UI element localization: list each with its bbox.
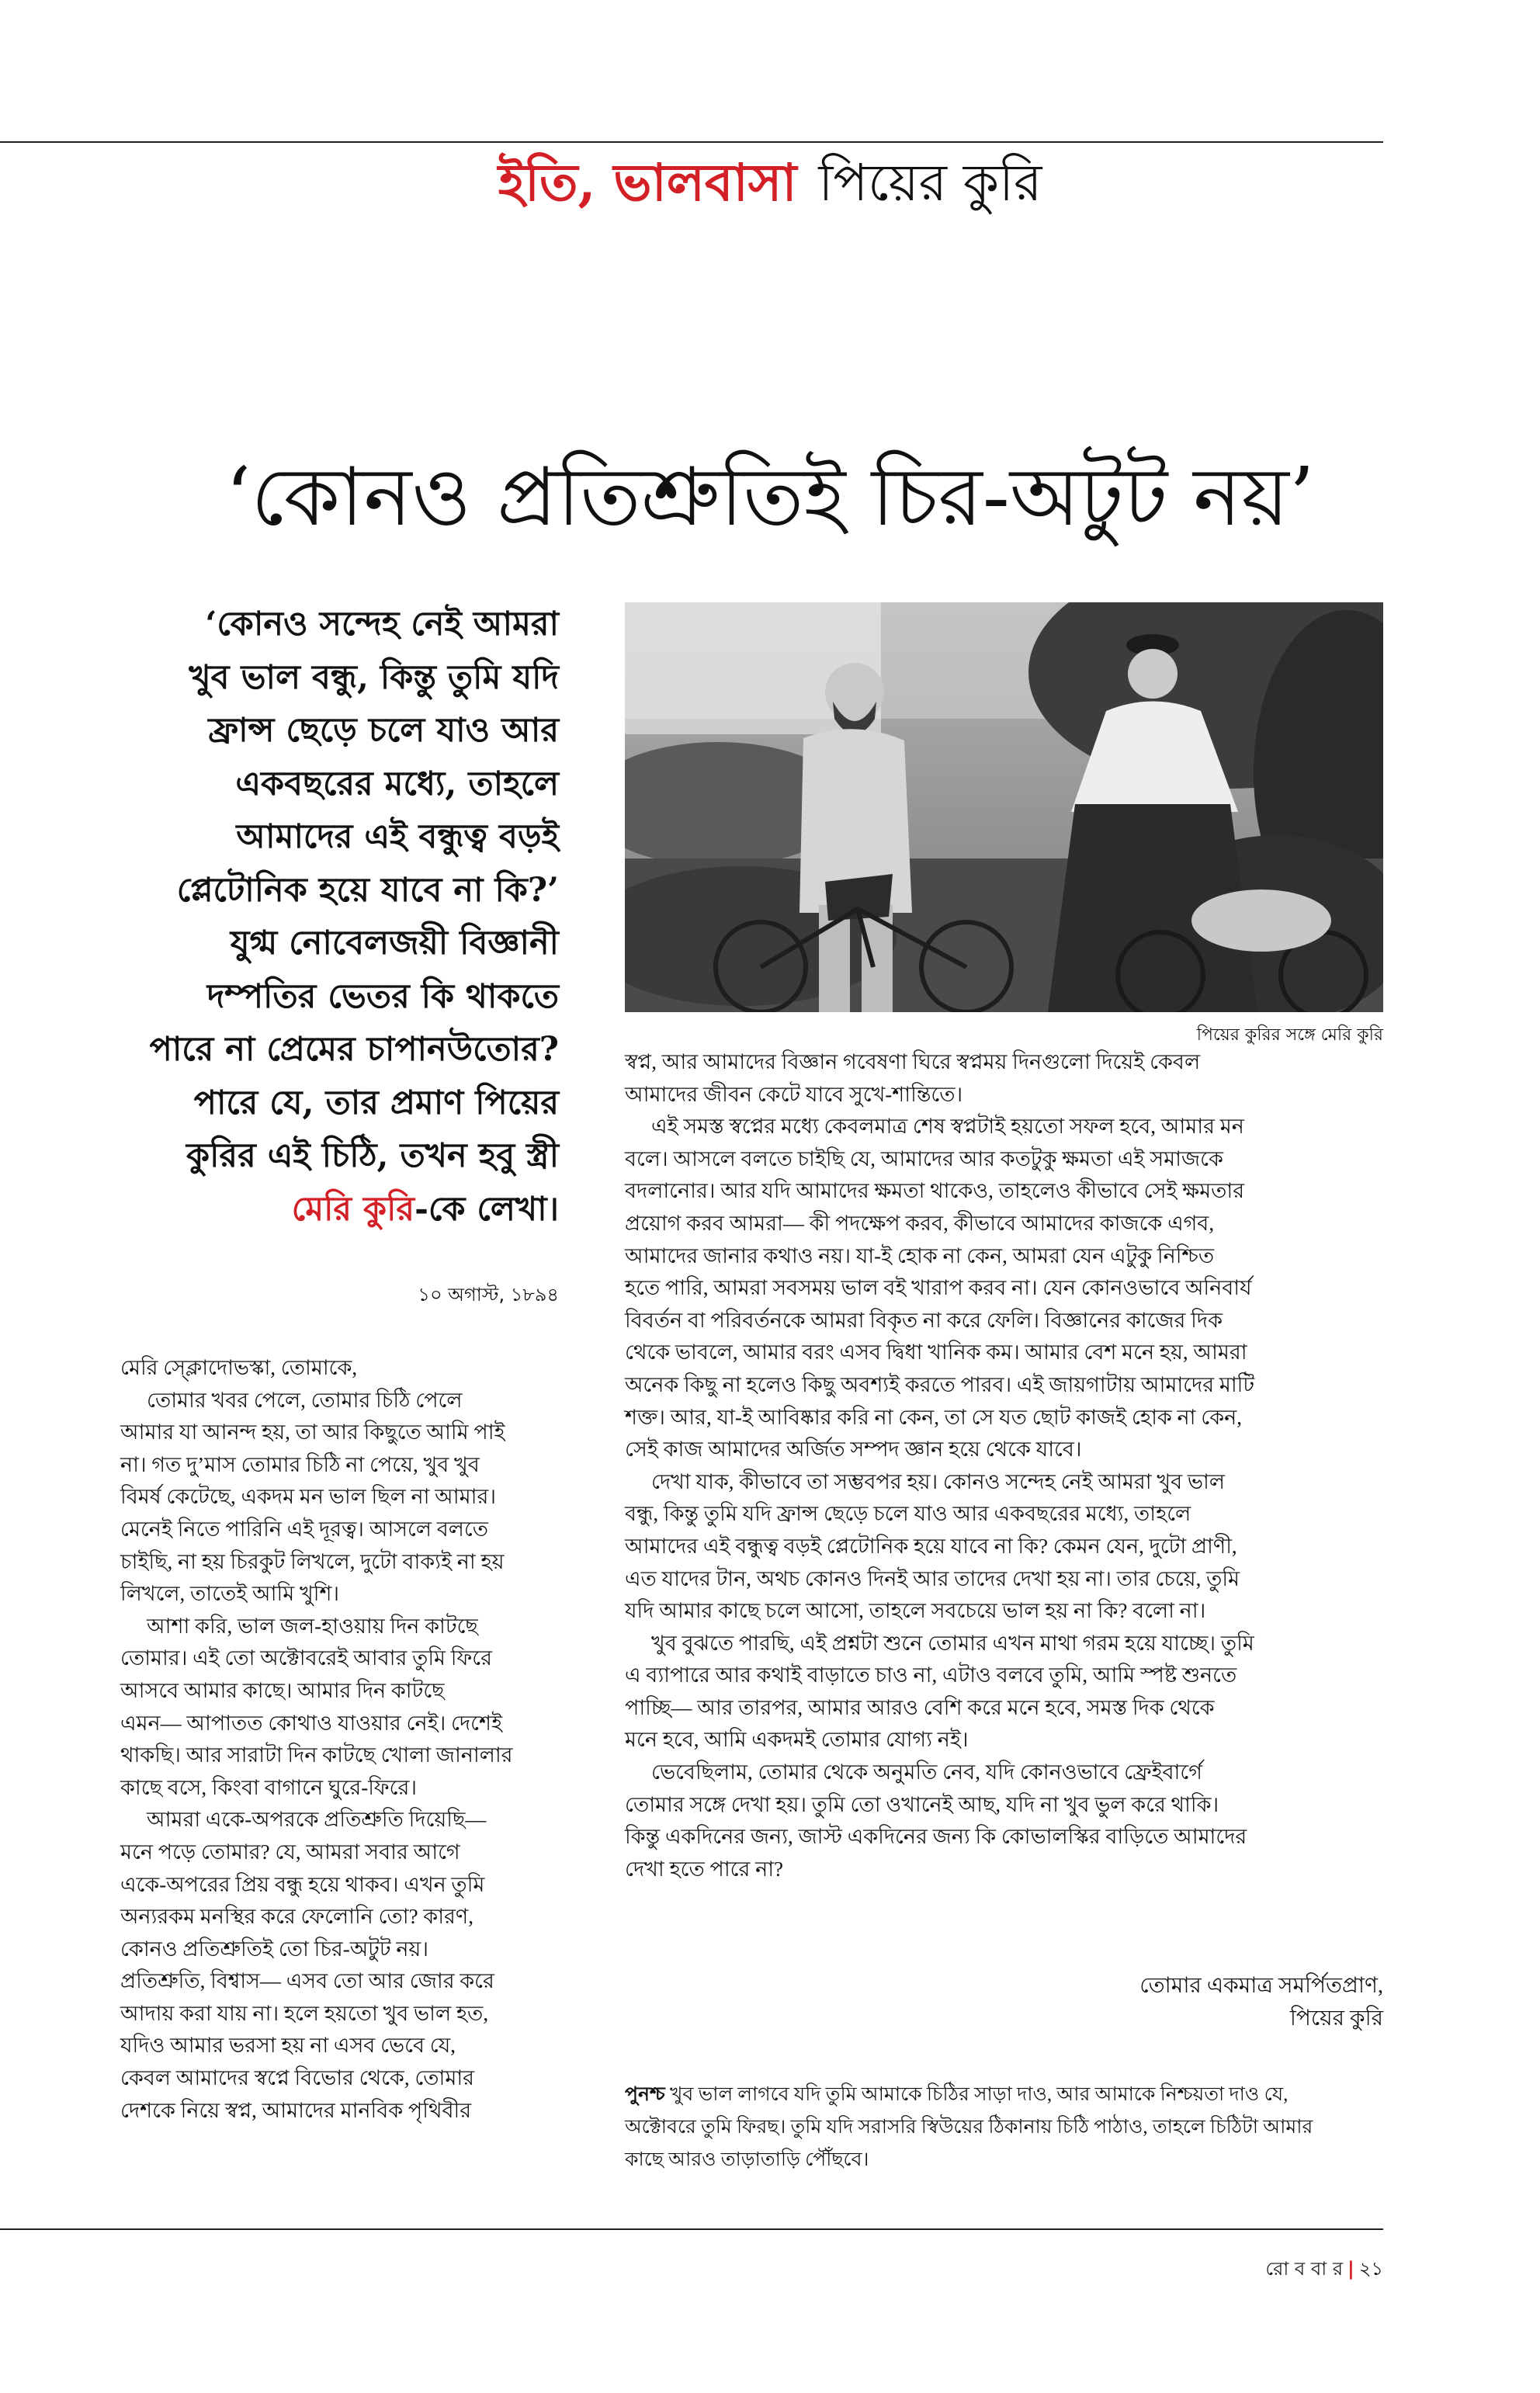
text-line: আমার যা আনন্দ হয়, তা আর কিছুতে আমি পাই bbox=[120, 1420, 505, 1444]
postscript-line: কাছে আরও তাড়াতাড়ি পৌঁছবে। bbox=[625, 2149, 869, 2170]
postscript bbox=[625, 2079, 1386, 2176]
text-line: মেনেই নিতে পারিনি এই দূরত্ব। আসলে বলতে bbox=[120, 1517, 489, 1541]
text-line: আমাদের জানার কথাও নয়। যা-ই হোক না কেন, আমরা যেন এটুকু নিশ্চিত bbox=[625, 1243, 1215, 1268]
text-line: এই সমস্ত স্বপ্নের মধ্যে কেবলমাত্র শেষ স্বপ্নটাই হয়তো সফল হবে, আমার মন bbox=[651, 1115, 1244, 1139]
text-line: থাকছি। আর সারাটা দিন কাটছে খোলা জানালার bbox=[120, 1743, 513, 1767]
text-line: হতে পারি, আমরা সবসময় ভাল বই খারাপ করব না। যেন কোনওভাবে অনিবার্য bbox=[625, 1276, 1252, 1300]
intro-line: আমাদের এই বন্ধুত্ব বড়ই bbox=[236, 817, 559, 856]
text-line: এমন— আপাতত কোথাও যাওয়ার নেই। দেশেই bbox=[120, 1711, 503, 1735]
intro-line: ফ্রান্স ছেড়ে চলে যাও আর bbox=[208, 711, 559, 750]
text-line: আসবে আমার কাছে। আমার দিন কাটছে bbox=[120, 1678, 445, 1702]
intro-line: দম্পতির ভেতর কি থাকতে bbox=[206, 976, 559, 1016]
text-line: আদায় করা যায় না। হলে হয়তো খুব ভাল হত, bbox=[120, 2001, 489, 2025]
text-line: এত যাদের টান, অথচ কোনও দিনই আর তাদের দেখা হয় না। তার চেয়ে, তুমি bbox=[625, 1566, 1240, 1590]
text-line: বিবর্তন বা পরিবর্তনকে আমরা বিকৃত না করে ফেলি। বিজ্ঞানের কাজের দিক bbox=[625, 1308, 1223, 1332]
text-line: এ ব্যাপারে আর কথাই বাড়াতে চাও না, এটাও বলবে তুমি, আমি স্পষ্ট শুনতে bbox=[625, 1663, 1237, 1687]
text-line: অনেক কিছু না হলেও কিছু অবশ্যই করতে পারব। এই জায়গাটায় আমাদের মাটি bbox=[625, 1372, 1255, 1396]
text-line: তোমার সঙ্গে দেখা হয়। তুমি তো ওখানেই আছ, যদি না খুব ভুল করে থাকি। bbox=[625, 1792, 1219, 1816]
postscript-line: অক্টোবরে তুমি ফিরছ। তুমি যদি সরাসরি স্বিউয়ের ঠিকানায় চিঠি পাঠাও, তাহলে চিঠিটা আমার bbox=[625, 2117, 1313, 2138]
postscript-label: পুনশ্চ bbox=[625, 2084, 665, 2105]
text-line: কেবল আমাদের স্বপ্নে বিভোর থেকে, তোমার bbox=[120, 2066, 475, 2090]
intro-line: পারে যে, তার প্রমাণ পিয়ের bbox=[193, 1083, 559, 1122]
text-line: কিন্তু একদিনের জন্য, জাস্ট একদিনের জন্য কি কোভালস্কির বাড়িতে আমাদের bbox=[625, 1825, 1247, 1849]
postscript-line bbox=[625, 2079, 1386, 2111]
text-line: মনে পড়ে তোমার? যে, আমরা সবার আগে bbox=[120, 1840, 460, 1864]
text-line: সেই কাজ আমাদের অর্জিত সম্পদ জ্ঞান হয়ে থেকে যাবে। bbox=[625, 1438, 1082, 1462]
text-line: প্রতিশ্রুতি, বিশ্বাস— এসব তো আর জোর করে bbox=[120, 1969, 494, 1993]
text-line: লিখলে, তাতেই আমি খুশি। bbox=[120, 1582, 340, 1606]
text-line: দেখা যাক, কীভাবে তা সম্ভবপর হয়। কোনও সন্দেহ নেই আমরা খুব ভাল bbox=[651, 1469, 1225, 1493]
page-footer bbox=[1164, 2255, 1383, 2286]
text-line: একে-অপরের প্রিয় বন্ধু হয়ে থাকব। এখন তুমি bbox=[120, 1872, 485, 1896]
text-line: বন্ধু, কিন্তু তুমি যদি ফ্রান্স ছেড়ে চলে যাও আর একবছরের মধ্যে, তাহলে bbox=[625, 1502, 1191, 1526]
text-line: না। গত দু’মাস তোমার চিঠি না পেয়ে, খুব খুব bbox=[120, 1452, 480, 1476]
letter-column-left bbox=[120, 1352, 574, 2127]
intro-line-end: -কে লেখা। bbox=[414, 1189, 559, 1229]
text-line: অন্যরকম মনস্থির করে ফেলোনি তো? কারণ, bbox=[120, 1905, 473, 1929]
intro-line: খুব ভাল বন্ধু, কিন্তু তুমি যদি bbox=[189, 657, 559, 697]
letter-date: ১০ অগাস্ট, ১৮৯৪ bbox=[418, 1284, 559, 1306]
photo-illustration bbox=[625, 602, 1383, 1012]
signature-name: পিয়ের কুরি bbox=[1289, 2006, 1383, 2031]
text-line: দেশকে নিয়ে স্বপ্ন, আমাদের মানবিক পৃথিবীর bbox=[120, 2098, 472, 2122]
intro-line: ‘কোনও সন্দেহ নেই আমরা bbox=[205, 605, 559, 643]
magazine-name: রো ব বা র bbox=[1265, 2258, 1344, 2280]
text-line: ভেবেছিলাম, তোমার থেকে অনুমতি নেব, যদি কোনওভাবে ফ্রেইবার্গে bbox=[651, 1760, 1202, 1784]
series-title: ইতি, ভালবাসা bbox=[498, 152, 797, 213]
photo-curies bbox=[625, 602, 1383, 1012]
text-line: মেরি স্ক্লোদোভস্কা, তোমাকে, bbox=[120, 1356, 358, 1379]
text-line: কাছে বসে, কিংবা বাগানে ঘুরে-ফিরে। bbox=[120, 1775, 418, 1799]
intro-line: একবছরের মধ্যে, তাহলে bbox=[235, 764, 559, 803]
signature-closing: তোমার একমাত্র সমর্পিতপ্রাণ, bbox=[1139, 1974, 1383, 1998]
header-author: পিয়ের কুরি bbox=[818, 153, 1042, 213]
headline: ‘কোনও প্রতিশ্রুতিই চির-অটুট নয়’ bbox=[225, 449, 1315, 544]
intro-line-last bbox=[116, 1183, 559, 1236]
intro-line: প্লেটোনিক হয়ে যাবে না কি?’ bbox=[176, 870, 559, 910]
text-line: থেকে ভাবলে, আমার বরং এসব দ্বিধা খানিক কম। আমার বেশ মনে হয়, আমরা bbox=[625, 1340, 1247, 1365]
text-line: বদলানোর। আর যদি আমাদের ক্ষমতা থাকেও, তাহলেও কীভাবে সেই ক্ষমতার bbox=[625, 1179, 1245, 1203]
text-line: মনে হবে, আমি একদমই তোমার যোগ্য নই। bbox=[625, 1728, 969, 1752]
postscript-text: খুব ভাল লাগবে যদি তুমি আমাকে চিঠির সাড়া দাও, আর আমাকে নিশ্চয়তা দাও যে, bbox=[669, 2084, 1289, 2105]
text-line: শক্ত। আর, যা-ই আবিষ্কার করি না কেন, তা সে যত ছোট কাজই হোক না কেন, bbox=[625, 1405, 1242, 1429]
text-line: তোমার। এই তো অক্টোবরেই আবার তুমি ফিরে bbox=[120, 1646, 492, 1670]
intro-highlight-name: মেরি কুরি bbox=[291, 1189, 415, 1229]
page-number: ২১ bbox=[1358, 2258, 1383, 2280]
text-line: আমাদের জীবন কেটে যাবে সুখে-শান্তিতে। bbox=[625, 1082, 963, 1106]
intro-line: কুরির এই চিঠি, তখন হবু স্ত্রী bbox=[186, 1136, 559, 1175]
text-line: আমাদের এই বন্ধুত্ব বড়ই প্লেটোনিক হয়ে যাবে না কি? কেমন যেন, দুটো প্রাণী, bbox=[625, 1534, 1237, 1558]
text-line: পাচ্ছি— আর তারপর, আমার আরও বেশি করে মনে হবে, সমস্ত দিক থেকে bbox=[625, 1695, 1215, 1719]
photo-caption: পিয়ের কুরির সঙ্গে মেরি কুরি bbox=[1196, 1025, 1383, 1045]
text-line: যদিও আমার ভরসা হয় না এসব ভেবে যে, bbox=[120, 2034, 456, 2058]
text-line: আশা করি, ভাল জল-হাওয়ায় দিন কাটছে bbox=[147, 1614, 478, 1638]
text-line: তোমার খবর পেলে, তোমার চিঠি পেলে bbox=[147, 1388, 463, 1412]
text-line: যদি আমার কাছে চলে আসো, তাহলে সবচেয়ে ভাল হয় না কি? বলো না। bbox=[625, 1599, 1206, 1623]
text-line: বিমর্ষ কেটেছে, একদম মন ভাল ছিল না আমার। bbox=[120, 1485, 496, 1509]
text-line: খুব বুঝতে পারছি, এই প্রশ্নটা শুনে তোমার এখন মাথা গরম হয়ে যাচ্ছে। তুমি bbox=[651, 1631, 1254, 1655]
text-line: বলে। আসলে বলতে চাইছি যে, আমাদের আর কতটুকু ক্ষমতা এই সমাজকে bbox=[625, 1146, 1223, 1170]
letter-column-right bbox=[625, 1046, 1386, 1885]
bottom-rule bbox=[0, 2228, 1383, 2230]
text-line: কোনও প্রতিশ্রুতিই তো চির-অটুট নয়। bbox=[120, 1937, 428, 1961]
text-line: স্বপ্ন, আর আমাদের বিজ্ঞান গবেষণা ঘিরে স্বপ্নময় দিনগুলো দিয়েই কেবল bbox=[625, 1050, 1201, 1073]
text-line: প্রয়োগ করব আমরা— কী পদক্ষেপ করব, কীভাবে আমাদের কাজকে এগব, bbox=[625, 1211, 1215, 1235]
intro-line: যুগ্ম নোবেলজয়ী বিজ্ঞানী bbox=[230, 924, 559, 962]
top-rule bbox=[0, 141, 1383, 143]
footer-separator: | bbox=[1348, 2258, 1354, 2280]
text-line: চাইছি, না হয় চিরকুট লিখলে, দুটো বাক্যই না হয় bbox=[120, 1549, 505, 1573]
text-line: আমরা একে-অপরকে প্রতিশ্রুতি দিয়েছি— bbox=[147, 1808, 487, 1832]
section-header bbox=[0, 147, 1540, 218]
intro-line: পারে না প্রেমের চাপানউতোর? bbox=[149, 1030, 559, 1069]
text-line: দেখা হতে পারে না? bbox=[625, 1857, 784, 1881]
intro-standfirst bbox=[116, 598, 559, 1236]
